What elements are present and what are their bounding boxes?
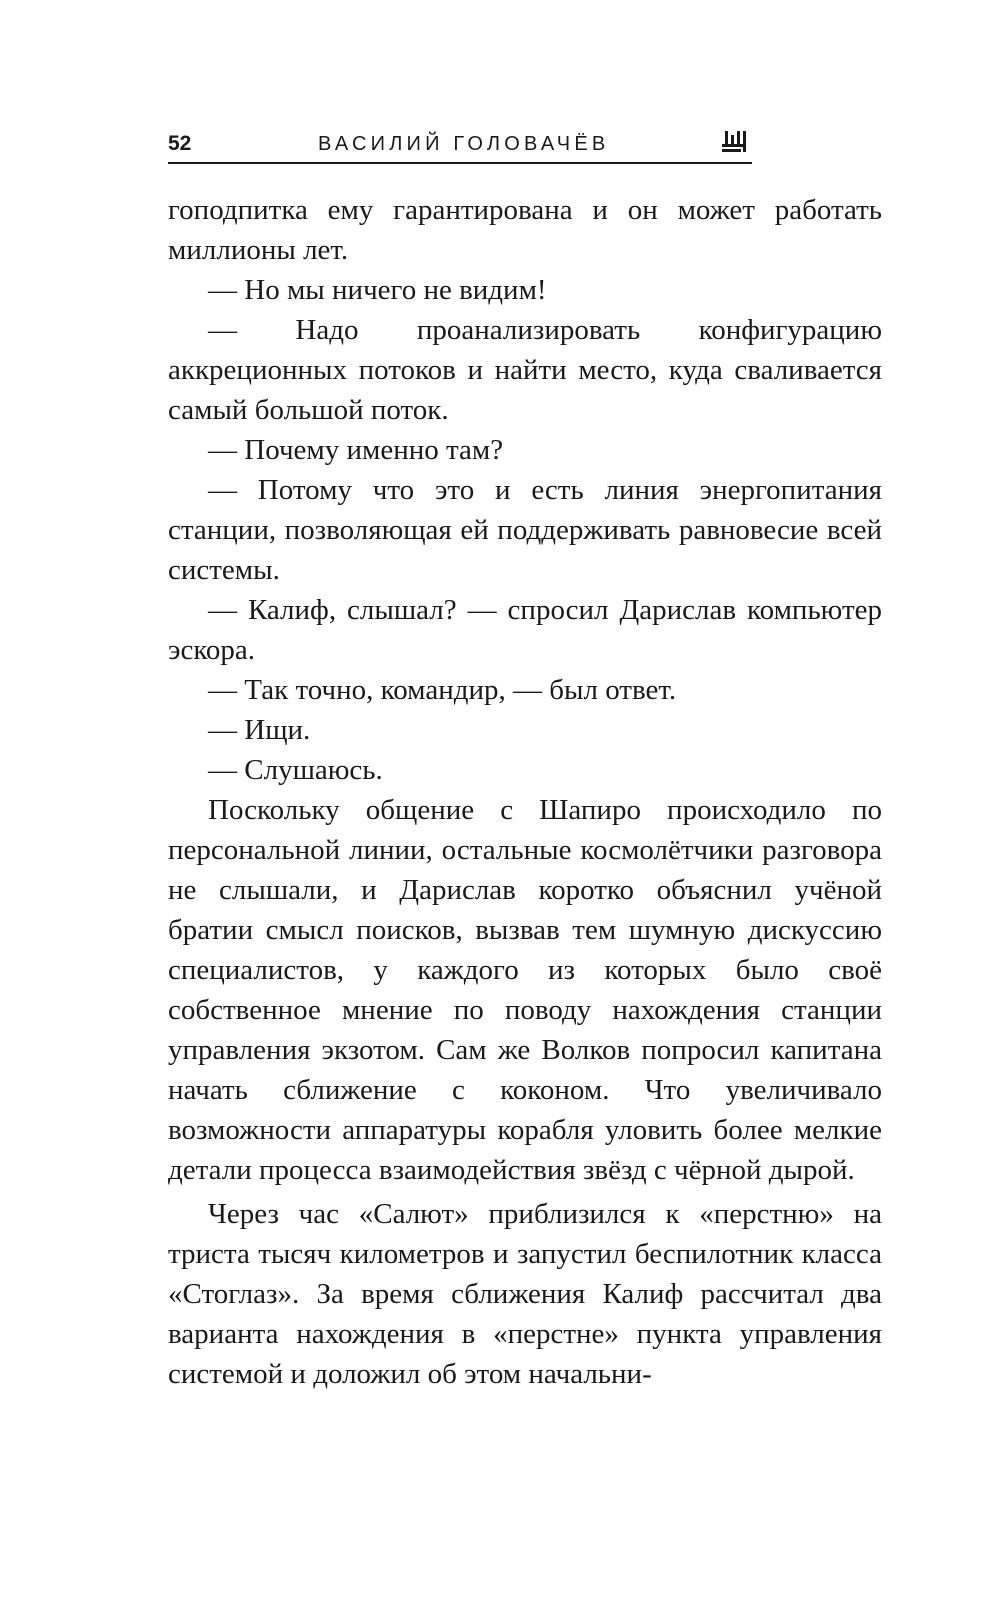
- paragraph: — Калиф, слышал? — спросил Дарислав компьютер эскора.: [168, 594, 882, 666]
- page-number: 52: [168, 132, 192, 155]
- paragraph: Поскольку общение с Шапиро происходило по персональной линии, остальные космолётчики разговора не слышали, и Дарислав коротко объяснил учёной братии смысл поисков, вызвав тем шумную дискуссию специалистов, у каждого из которых было своё собственное мнение по поводу нахождения станции управления экзотом. Сам же Волков попросил капитана начать сближение с коконом. Что увеличивало возможности аппаратуры корабля уловить более мелкие детали процесса взаимодействия звёзд с чёрной дырой.: [168, 794, 882, 1186]
- paragraph: гоподпитка ему гарантирована и он может работать миллионы лет.: [168, 194, 882, 266]
- paragraph: Через час «Салют» приблизился к «перстню» на триста тысяч километров и запустил беспилотник класса «Стоглаз». За время сближения Калиф рассчитал два варианта нахождения в «перстне» пункта управления системой и доложил об этом начальни-: [168, 1198, 882, 1390]
- running-title: ВАСИЛИЙ ГОЛОВАЧЁВ: [318, 133, 610, 155]
- paragraph: — Так точно, командир, — был ответ.: [208, 674, 677, 706]
- body-text: [168, 190, 882, 1394]
- paragraph: — Но мы ничего не видим!: [208, 274, 547, 306]
- paragraph: — Надо проанализировать конфигурацию аккреционных потоков и найти место, куда сваливается самый большой поток.: [168, 314, 882, 426]
- paragraph: — Потому что это и есть линия энергопитания станции, позволяющая ей поддерживать равновесие всей системы.: [168, 474, 882, 586]
- paragraph: — Слушаюсь.: [208, 754, 383, 786]
- paragraph: — Ищи.: [208, 714, 311, 746]
- publisher-logo-icon: [722, 129, 752, 155]
- page-header: [168, 128, 752, 164]
- paragraph: — Почему именно там?: [208, 434, 504, 466]
